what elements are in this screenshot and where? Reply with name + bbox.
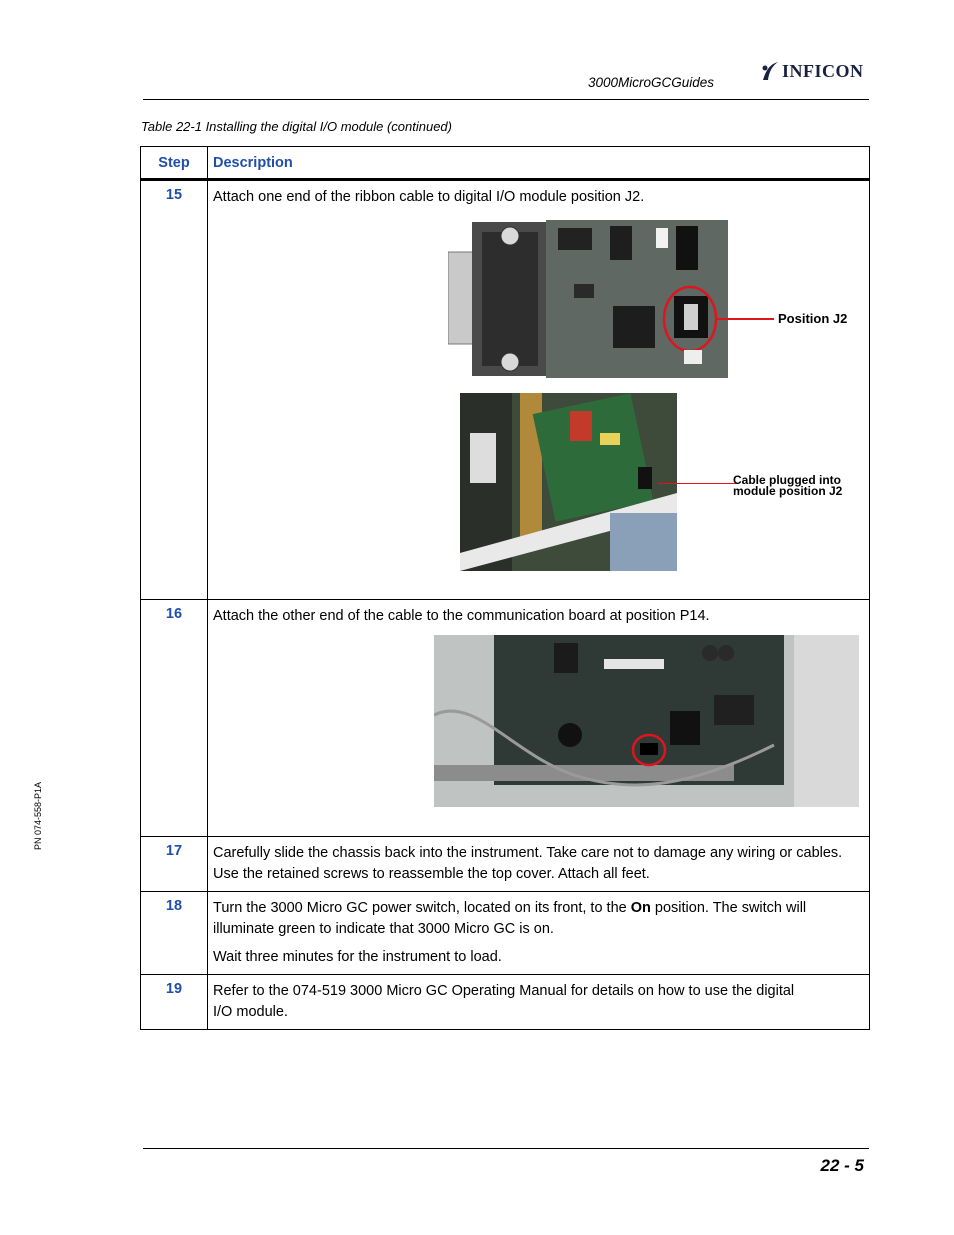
table-row bbox=[141, 600, 870, 837]
position-j2-callout-line bbox=[716, 318, 774, 320]
cable-callout-line1: Cable plugged into bbox=[733, 473, 841, 487]
cable-callout-label bbox=[733, 475, 842, 497]
header-rule bbox=[143, 99, 869, 100]
step-description bbox=[208, 837, 870, 892]
figure-area-step-16 bbox=[213, 627, 863, 827]
step-text: Carefully slide the chassis back into the instrument. Take care not to damage any wiring or cables. Use the retained screws to reassemble the top cover. Attach all feet. bbox=[213, 845, 843, 882]
step-number: 18 bbox=[141, 892, 208, 975]
step-number: 15 bbox=[141, 180, 208, 600]
communication-board-photo bbox=[434, 635, 859, 807]
table-row bbox=[141, 892, 870, 975]
cable-plugged-photo bbox=[460, 393, 677, 571]
step-number: 17 bbox=[141, 837, 208, 892]
steps-table bbox=[140, 146, 870, 1030]
inficon-logo-mark-icon bbox=[760, 60, 780, 82]
part-number-label: PN 074-558-P1A bbox=[33, 781, 43, 850]
logo-text: INFICON bbox=[782, 60, 864, 81]
table-row bbox=[141, 180, 870, 600]
step-text-bold: On bbox=[630, 900, 651, 916]
position-j2-callout-label: Position J2 bbox=[778, 311, 848, 326]
cable-callout-line2: module position J2 bbox=[733, 484, 843, 498]
table-header-row bbox=[141, 147, 870, 180]
step-description bbox=[208, 600, 870, 837]
step-description bbox=[208, 892, 870, 975]
table-caption: Table 22-1 Installing the digital I/O module (continued) bbox=[141, 119, 452, 134]
step-number: 19 bbox=[141, 975, 208, 1030]
digital-io-module-photo bbox=[448, 218, 730, 380]
step-description bbox=[208, 975, 870, 1030]
step-text bbox=[213, 898, 863, 940]
figure-area-step-15 bbox=[213, 208, 863, 588]
column-header-step: Step bbox=[141, 147, 208, 180]
step-text-part: position. The switch will illuminate green to indicate that 3000 Micro GC is on. bbox=[213, 900, 807, 937]
step-text: Attach the other end of the cable to the communication board at position P14. bbox=[213, 608, 710, 624]
column-header-description: Description bbox=[208, 147, 870, 180]
header-title: 3000MicroGCGuides bbox=[588, 75, 715, 90]
step-text: Attach one end of the ribbon cable to digital I/O module position J2. bbox=[213, 189, 645, 205]
inficon-logo bbox=[760, 60, 864, 82]
cable-callout-line bbox=[658, 483, 736, 484]
step-number: 16 bbox=[141, 600, 208, 837]
footer-rule bbox=[143, 1148, 869, 1149]
page-number: 22 - 5 bbox=[820, 1156, 864, 1175]
table-row bbox=[141, 837, 870, 892]
table-row bbox=[141, 975, 870, 1030]
step-text-part: Turn the 3000 Micro GC power switch, located on its front, to the bbox=[213, 900, 631, 916]
step-description bbox=[208, 180, 870, 600]
step-text-secondary: Wait three minutes for the instrument to load. bbox=[213, 949, 502, 965]
step-text: Refer to the 074-519 3000 Micro GC Operating Manual for details on how to use the digital I/O module. bbox=[213, 983, 795, 1020]
